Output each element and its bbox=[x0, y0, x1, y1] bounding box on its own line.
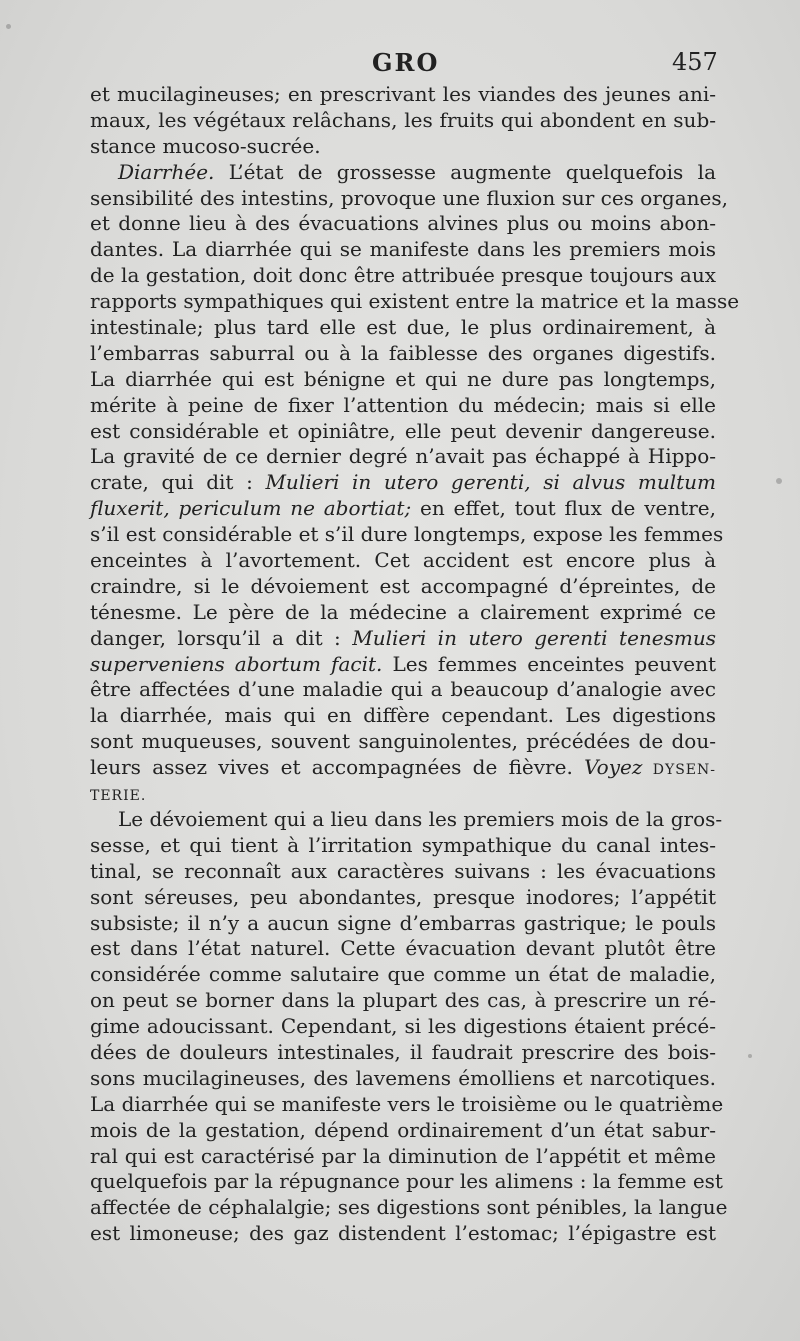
text-line bbox=[90, 574, 716, 600]
text-segment: danger, lorsqu’il a dit : bbox=[90, 625, 353, 650]
text-line bbox=[90, 548, 716, 574]
text-segment: en effet, tout flux de ventre, bbox=[411, 496, 717, 521]
text-segment: stance mucoso-sucrée. bbox=[90, 133, 321, 158]
text-line bbox=[90, 1014, 716, 1040]
text-segment: rapports sympathiques qui existent entre la matrice et la masse bbox=[90, 289, 740, 314]
text-line bbox=[90, 755, 716, 781]
text-line bbox=[90, 677, 716, 703]
text-segment: est considérable et opiniâtre, elle peut devenir dangereuse. bbox=[90, 418, 716, 443]
text-segment: L’état de grossesse augmente quelquefois la bbox=[214, 159, 716, 184]
text-segment: La diarrhée qui est bénigne et qui ne dure pas longtemps, bbox=[90, 366, 716, 391]
italic-text: Voyez bbox=[584, 755, 643, 780]
text-segment: gime adoucissant. Cependant, si les digestions étaient précé- bbox=[90, 1014, 716, 1039]
text-segment: tinal, se reconnaît aux caractères suivans : les évacuations bbox=[90, 858, 716, 883]
text-line bbox=[90, 341, 716, 367]
text-segment: sont muqueuses, souvent sanguinolentes, précédées de dou- bbox=[90, 729, 716, 754]
text-line bbox=[90, 211, 716, 237]
text-line bbox=[90, 626, 716, 652]
text-segment: considérée comme salutaire que comme un état de maladie, bbox=[90, 962, 716, 987]
text-segment: s’il est considérable et s’il dure longtemps, expose les femmes bbox=[90, 522, 724, 547]
text-line bbox=[90, 367, 716, 393]
text-line bbox=[90, 859, 716, 885]
text-line bbox=[90, 522, 724, 548]
text-segment: sons mucilagineuses, des lavemens émolliens et narcotiques. bbox=[90, 1065, 716, 1090]
italic-text: superveniens abortum facit. bbox=[90, 651, 383, 676]
italic-text: fluxerit, periculum ne abortiat; bbox=[90, 496, 412, 521]
text-segment: mois de la gestation, dépend ordinairement d’un état sabur- bbox=[90, 1117, 716, 1142]
text-line bbox=[90, 419, 716, 445]
text-segment: ténesme. Le père de la médecine a clairement exprimé ce bbox=[90, 599, 716, 624]
running-head bbox=[0, 46, 800, 82]
text-line bbox=[90, 885, 716, 911]
text-line bbox=[90, 806, 723, 833]
text-segment: et donne lieu à des évacuations alvines plus ou moins abon- bbox=[90, 211, 716, 236]
text-segment: dées de douleurs intestinales, il faudrait prescrire des bois- bbox=[90, 1039, 716, 1064]
italic-text: Mulieri in utero gerenti, si alvus multum bbox=[265, 470, 716, 495]
text-line bbox=[90, 496, 716, 522]
text-line bbox=[90, 600, 716, 626]
text-segment: on peut se borner dans la plupart des cas, à prescrire un ré- bbox=[90, 988, 716, 1013]
text-line bbox=[90, 936, 716, 962]
text-line bbox=[90, 833, 716, 859]
text-segment: enceintes à l’avortement. Cet accident est encore plus à bbox=[90, 548, 716, 573]
text-segment: de la gestation, doit donc être attribuée presque toujours aux bbox=[90, 263, 716, 288]
page-number: 457 bbox=[672, 48, 718, 76]
text-segment: Le dévoiement qui a lieu dans les premiers mois de la gros- bbox=[118, 806, 723, 831]
text-line bbox=[90, 82, 716, 108]
text-line bbox=[90, 988, 716, 1014]
text-line bbox=[90, 1221, 716, 1247]
text-line bbox=[90, 1195, 728, 1221]
text-line bbox=[90, 1040, 716, 1066]
text-line bbox=[90, 160, 716, 186]
text-segment: La diarrhée qui se manifeste vers le troisième ou le quatrième bbox=[90, 1091, 724, 1116]
text-segment: Les femmes enceintes peuvent bbox=[382, 651, 717, 676]
text-segment: leurs assez vives et accompagnées de fièvre. bbox=[90, 755, 585, 780]
text-segment: affectée de céphalalgie; ses digestions sont pénibles, la langue bbox=[90, 1195, 728, 1220]
text-segment: La gravité de ce dernier degré n’avait pas échappé à Hippo- bbox=[90, 444, 716, 469]
text-segment: être affectées d’une maladie qui a beaucoup d’analogie avec bbox=[90, 677, 716, 702]
text-line bbox=[90, 393, 716, 419]
text-line bbox=[90, 729, 716, 755]
text-line bbox=[90, 911, 716, 937]
text-segment: mérite à peine de fixer l’attention du médecin; mais si elle bbox=[90, 392, 716, 417]
body-text bbox=[90, 82, 740, 1247]
text-line bbox=[90, 185, 728, 212]
text-line bbox=[90, 1091, 724, 1118]
text-segment: et mucilagineuses; en prescrivant les viandes des jeunes ani- bbox=[90, 82, 716, 106]
text-line bbox=[90, 108, 716, 134]
text-line bbox=[90, 444, 716, 470]
text-segment: est dans l’état naturel. Cette évacuation devant plutôt être bbox=[90, 936, 716, 961]
text-line bbox=[90, 1169, 723, 1195]
running-head-title: GRO bbox=[372, 48, 440, 77]
text-segment: crate, qui dit : bbox=[90, 470, 266, 495]
text-line bbox=[90, 470, 716, 496]
text-line bbox=[90, 315, 716, 341]
text-segment: craindre, si le dévoiement est accompagné d’épreintes, de bbox=[90, 573, 716, 598]
text-line bbox=[90, 652, 716, 678]
text-segment: l’embarras saburral ou à la faiblesse des organes digestifs. bbox=[90, 340, 716, 365]
text-line bbox=[90, 289, 740, 315]
text-segment: quelquefois par la répugnance pour les alimens : la femme est bbox=[90, 1169, 723, 1194]
text-segment: est limoneuse; des gaz distendent l’estomac; l’épigastre est bbox=[90, 1221, 716, 1246]
small-caps-text: DYSEN- bbox=[642, 762, 716, 779]
italic-text: Diarrhée. bbox=[118, 159, 215, 184]
ink-speck bbox=[748, 1054, 752, 1058]
text-line bbox=[90, 703, 716, 729]
text-segment: intestinale; plus tard elle est due, le plus ordinairement, à bbox=[90, 315, 716, 340]
text-segment: ral qui est caractérisé par la diminution de l’appétit et même bbox=[90, 1143, 716, 1168]
text-line bbox=[90, 1144, 716, 1170]
ink-speck bbox=[6, 24, 11, 29]
ink-speck bbox=[776, 478, 782, 484]
text-line bbox=[90, 1118, 716, 1144]
text-line bbox=[90, 1066, 716, 1092]
text-segment: subsiste; il n’y a aucun signe d’embarras gastrique; le pouls bbox=[90, 910, 716, 935]
text-line bbox=[90, 134, 716, 160]
text-segment: sensibilité des intestins, provoque une fluxion sur ces organes, bbox=[90, 185, 728, 210]
text-segment: la diarrhée, mais qui en diffère cependant. Les digestions bbox=[90, 703, 716, 728]
small-caps-text: TERIE. bbox=[90, 788, 147, 805]
text-segment: sont séreuses, peu abondantes, presque inodores; l’appétit bbox=[90, 884, 716, 909]
text-segment: sesse, et qui tient à l’irritation sympathique du canal intes- bbox=[90, 832, 716, 857]
italic-text: Mulieri in utero gerenti tenesmus bbox=[352, 625, 716, 650]
text-segment: maux, les végétaux relâchans, les fruits qui abondent en sub- bbox=[90, 107, 716, 132]
text-line bbox=[90, 237, 716, 263]
text-line bbox=[90, 781, 716, 807]
text-segment: dantes. La diarrhée qui se manifeste dans les premiers mois bbox=[90, 237, 716, 262]
text-line bbox=[90, 263, 716, 289]
text-line bbox=[90, 962, 716, 988]
